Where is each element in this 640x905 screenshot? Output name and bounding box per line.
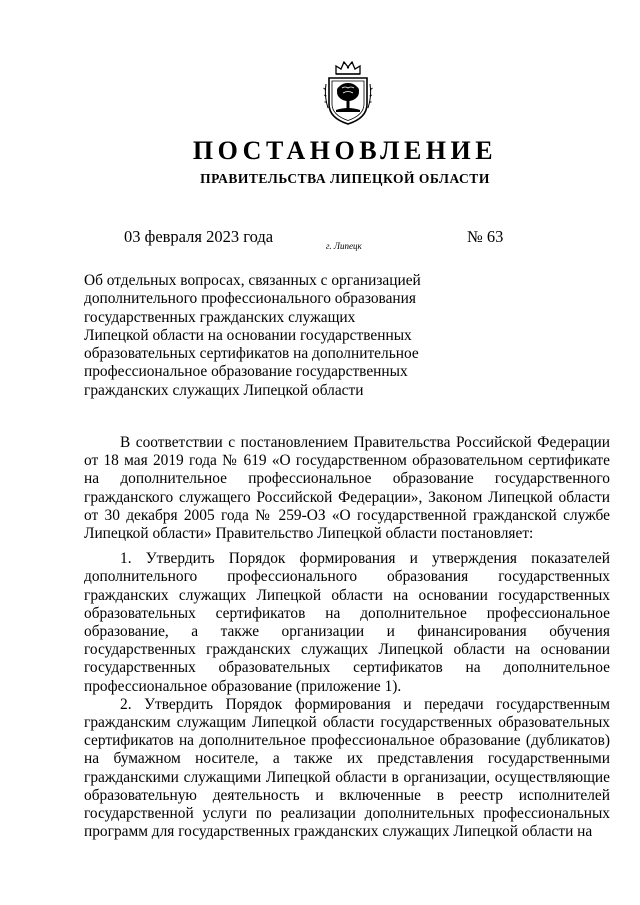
document-subtitle: ПРАВИТЕЛЬСТВА ЛИПЕЦКОЙ ОБЛАСТИ bbox=[200, 171, 490, 186]
preamble-paragraph: В соответствии с постановлением Правительства Российской Федерации от 18 мая 2019 года № 619 «О государственном образовательном сертификате на дополнительное профессиональное образование государственного гражданского служащего Российской Федерации», Законом Липецкой области от 30 декабря 2005 года № 259-ОЗ «О государственной гражданской службе Липецкой области» Правительство Липецкой области постановляет: bbox=[84, 434, 610, 543]
document-number: № 63 bbox=[467, 227, 504, 246]
subject-line: образовательных сертификатов на дополнительное bbox=[84, 345, 419, 363]
subject-line: профессиональное образование государственных bbox=[84, 363, 408, 381]
document-subject bbox=[84, 272, 424, 400]
item-1-paragraph: 1. Утвердить Порядок формирования и утверждения показателей дополнительного профессионального образования государственных гражданских служащих Липецкой области на основании государственных образовательных сертификатов на дополнительное профессиональное образование, а также организации и финансирования обучения государственных гражданских служащих Липецкой области на основании государственных образовательных сертификатов на дополнительное профессиональное образование (приложение 1). bbox=[84, 550, 610, 695]
item-2-paragraph: 2. Утвердить Порядок формирования и передачи государственным гражданским служащим Липецкой области государственных образовательных сертификатов на дополнительное профессиональное образование (дубликатов) на бумажном носителе, а также их представления государственными гражданскими служащими Липецкой области в организации, осуществляющие образовательную деятельность и включенные в реестр исполнителей государственной услуги по реализации дополнительных профессиональных программ для государственных гражданских служащих Липецкой области на bbox=[84, 695, 610, 841]
document-body bbox=[84, 434, 610, 841]
subject-line: Об отдельных вопросах, связанных с организацией bbox=[84, 272, 421, 289]
subject-line: государственных гражданских служащих bbox=[84, 308, 356, 326]
document-place: г. Липецк bbox=[326, 241, 362, 251]
subject-line: дополнительного профессионального образования bbox=[84, 290, 416, 308]
subject-line: гражданских служащих Липецкой области bbox=[84, 381, 364, 399]
subject-line: Липецкой области на основании государственных bbox=[84, 326, 412, 344]
document-title: ПОСТАНОВЛЕНИЕ bbox=[192, 136, 498, 165]
coat-of-arms-icon bbox=[322, 60, 374, 126]
document-date: 03 февраля 2023 года bbox=[124, 227, 274, 246]
